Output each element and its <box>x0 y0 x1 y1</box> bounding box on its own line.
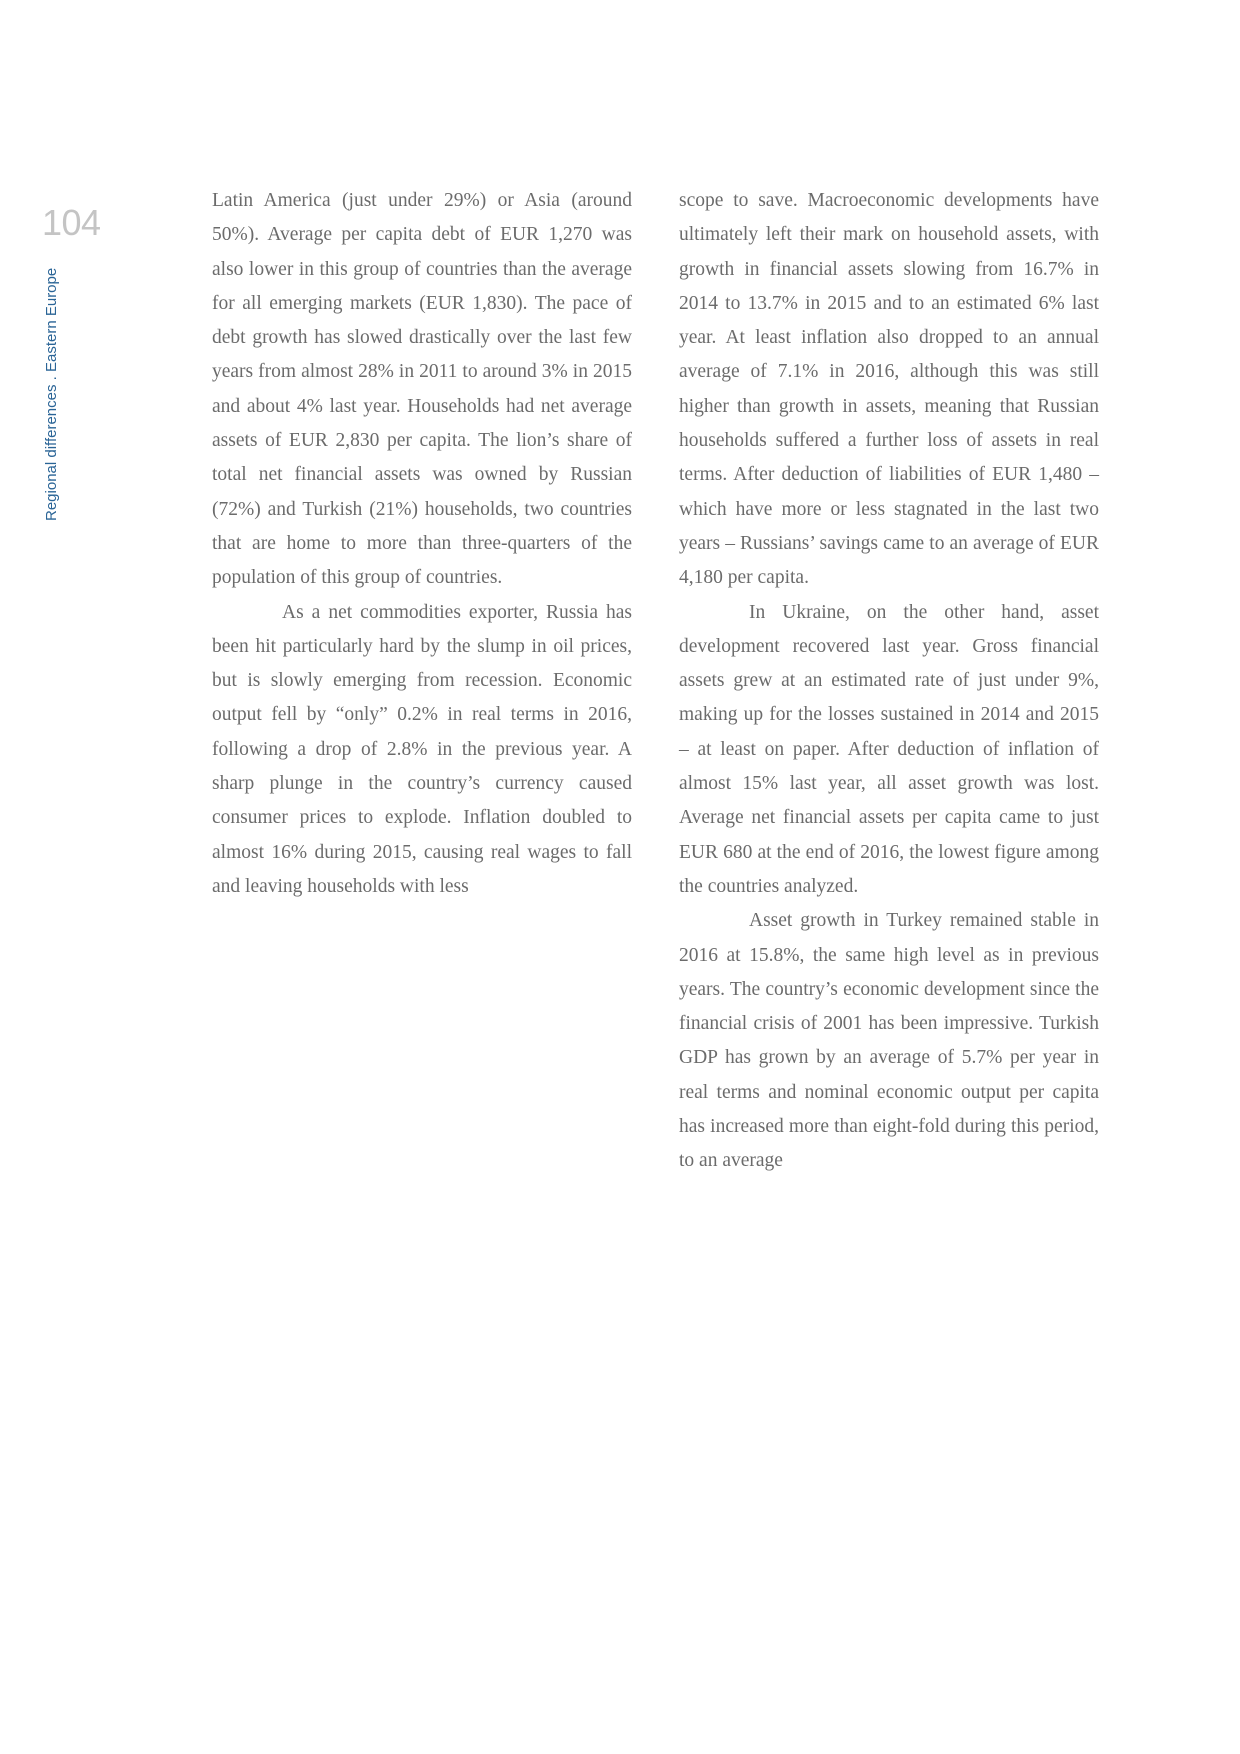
paragraph: In Ukraine, on the other hand, asset development recovered last year. Gross financial assets grew at an estimated rate of just under 9%, making up for the losses sustained in 2014 and 2015 – at least on paper. After deduction of inflation of almost 15% last year, all asset growth was lost. Average net financial assets per capita came to just EUR 680 at the end of 2016, the lowest figure among the countries analyzed. <box>679 601 1099 897</box>
section-label: Regional differences . Eastern Europe <box>43 267 60 521</box>
paragraph: As a net commodities exporter, Russia has been hit particularly hard by the slump in oil prices, but is slowly emerging from recession. Economic output fell by “only” 0.2% in real terms in 2016, following a drop of 2.8% in the previous year. A sharp plunge in the country’s currency caused consumer prices to explode. Inflation doubled to almost 16% during 2015, causing real wages to fall and leaving households with less <box>212 601 632 897</box>
paragraph: scope to save. Macroeconomic developments have ultimately left their mark on household assets, with growth in financial assets slowing from 16.7% in 2014 to 13.7% in 2015 and to an estimated 6% last year. At least inflation also dropped to an annual average of 7.1% in 2016, although this was still higher than growth in assets, meaning that Russian households suffered a further loss of assets in real terms. After deduction of liabilities of EUR 1,480 – which have more or less stagnated in the last two years – Russians’ savings came to an average of EUR 4,180 per capita. <box>679 190 1099 589</box>
page-number: 104 <box>42 202 101 243</box>
paragraph: Latin America (just under 29%) or Asia (around 50%). Average per capita debt of EUR 1,270 was also lower in this group of countries than the average for all emerging markets (EUR 1,830). The pace of debt growth has slowed drastically over the last few years from almost 28% in 2011 to around 3% in 2015 and about 4% last year. Households had net average assets of EUR 2,830 per capita. The lion’s share of total net financial assets was owned by Russian (72%) and Turkish (21%) households, two countries that are home to more than three-quarters of the population of this group of countries. <box>212 190 632 589</box>
right-column <box>679 184 1099 1179</box>
left-column <box>212 184 632 904</box>
paragraph: Asset growth in Turkey remained stable in 2016 at 15.8%, the same high level as in previous years. The country’s economic development since the financial crisis of 2001 has been impressive. Turkish GDP has grown by an average of 5.7% per year in real terms and nominal economic output per capita has increased more than eight-fold during this period, to an average <box>679 910 1099 1172</box>
